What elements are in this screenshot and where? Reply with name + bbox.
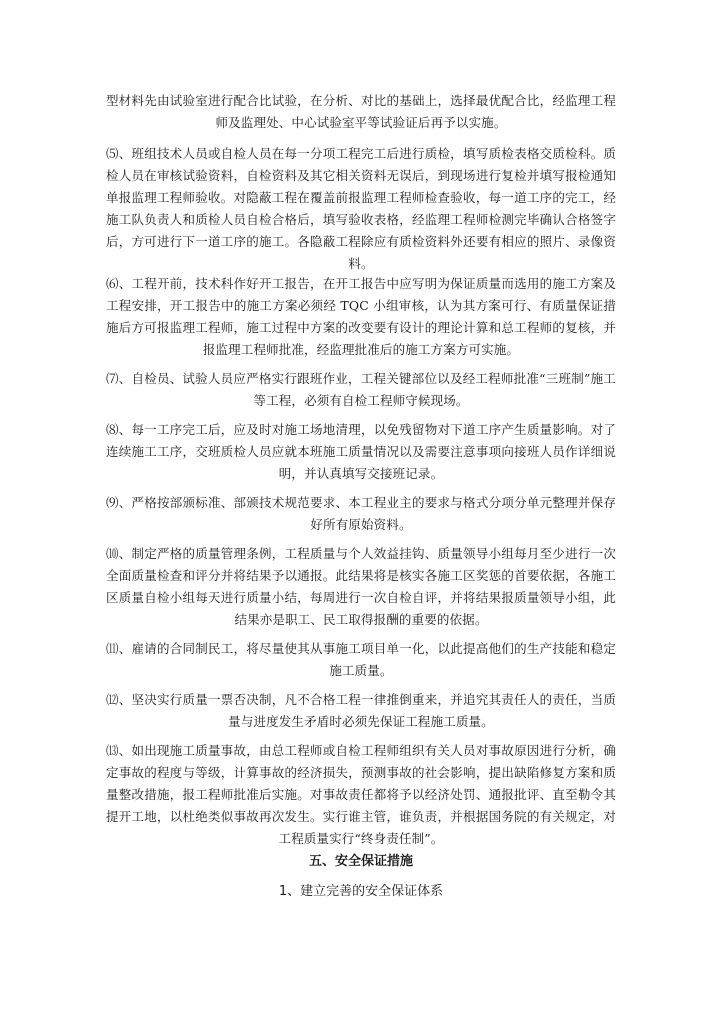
paragraph-item-9-records: ⑼、严格按部颁标准、部颁技术规范要求、本工程业主的要求与格式分项分单元整理并保存好所有原始资料。: [106, 495, 616, 532]
paragraph-item-10-quality-regulations: ⑽、制定严格的质量管理条例，工程质量与个人效益挂钩、质量领导小组每月至少进行一次全面质量检查和评分并将结果予以通报。此结果将是核实各施工区奖惩的首要依据，各施工区质量自检小组每天进行质量小结，每周进行一次自检自评，并将结果报质量领导小组，此结果亦是职工、民工取得报酬的重要的依据。: [106, 546, 616, 627]
paragraph-item-11-contract-workers: ⑾、雇请的合同制民工，将尽量使其从事施工项目单一化，以此提高他们的生产技能和稳定施工质量。: [106, 641, 616, 678]
paragraph-item-5-self-inspection: ⑸、班组技术人员或自检人员在每一分项工程完工后进行质检，填写质检表格交质检科。质检人员在审核试验资料，自检资料及其它相关资料无误后，到现场进行复检并填写报检通知单报监理工程师验收。对隐蔽工程在覆盖前报监理工程师检查验收，每一道工序的完工，经施工队负责人和质检人员自检合格后，填写验收表格，经监理工程师检测完毕确认合格签字后，方可进行下一道工序的施工。各隐蔽工程除应有质检资料外还要有相应的照片、录像资料。: [106, 146, 616, 271]
paragraph-mix-ratio-test: 型材料先由试验室进行配合比试验，在分析、对比的基础上，选择最优配合比，经监理工程师及监理处、中心试验室平等试验证后再予以实施。: [106, 93, 616, 130]
paragraph-item-8-site-cleanup: ⑻、每一工序完工后，应及时对施工场地清理，以免残留物对下道工序产生质量影响。对了连续施工工序，交班质检人员应就本班施工质量情况以及需要注意事项向接班人员作详细说明，并认真填写交接班记录。: [106, 422, 616, 481]
section-heading: 五、安全保证措施: [308, 854, 413, 869]
paragraph-item-13-quality-accident: ⒀、如出现施工质量事故，由总工程师或自检工程师组织有关人员对事故原因进行分析，确定事故的程度与等级，计算事故的经济损失，预测事故的社会影响，提出缺陷修复方案和质量整改措施，报工程师批准后实施。对事故责任都将予以经济处罚、通报批评、直至勒令其提开工地，以杜绝类似事故再次发生。实行谁主管，谁负责，并根据国务院的有关规定，对工程质量实行“终身责任制”。: [106, 743, 616, 846]
subsection-heading: 1、建立完善的安全保证体系: [278, 884, 444, 899]
paragraph-item-6-start-report: ⑹、工程开前，技术科作好开工报告，在开工报告中应写明为保证质量而选用的施工方案及工程安排，开工报告中的施工方案必须经 TQC 小组审核，认为其方案可行、有质量保证措施后方可报监理工程师，施工过程中方案的改变要有设计的理论计算和总工程师的复核，并报监理工程师批准，经监理批准后的施工方案方可实施。: [106, 276, 616, 357]
paragraph-item-12-quality-veto: ⑿、坚决实行质量一票否决制，凡不合格工程一律推倒重来，并追究其责任人的责任，当质量与进度发生矛盾时必须先保证工程施工质量。: [106, 692, 616, 729]
paragraph-item-7-shift-supervision: ⑺、自检员、试验人员应严格实行跟班作业，工程关键部位以及经工程师批准“三班制”施工等工程，必须有自检工程师守候现场。: [106, 371, 616, 408]
